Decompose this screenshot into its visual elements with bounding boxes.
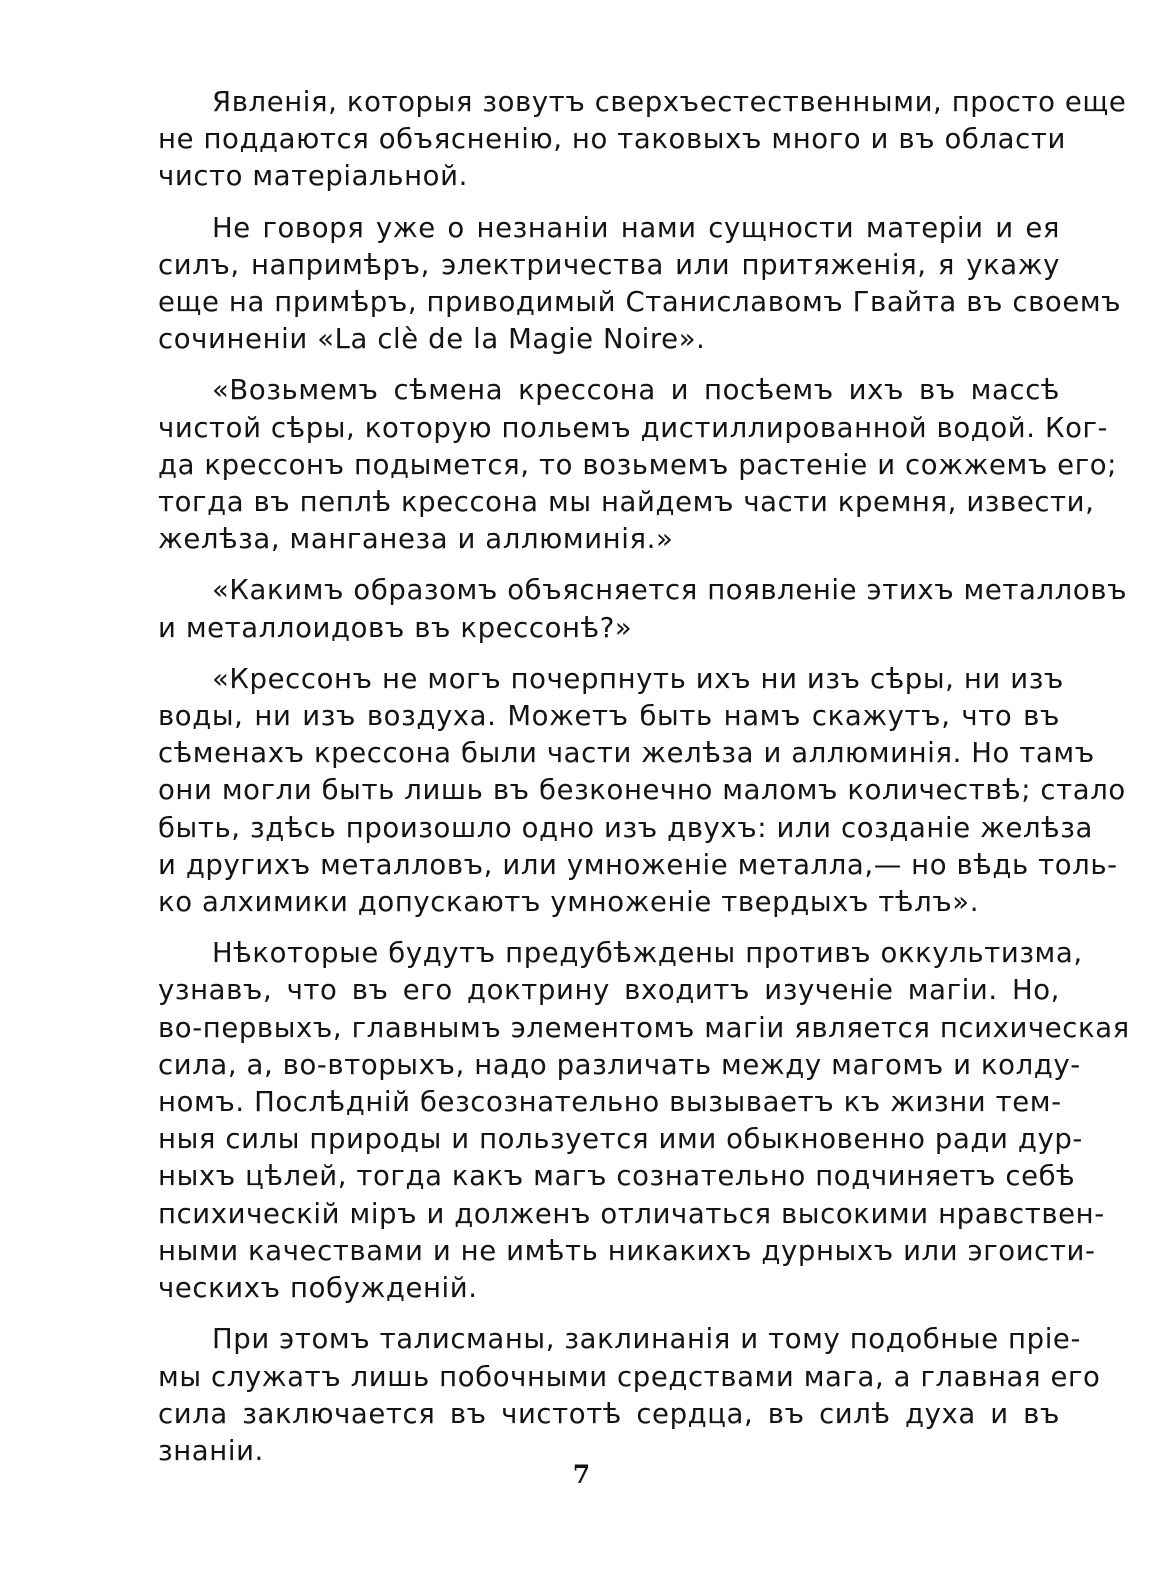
text-line: Нѣкоторые будутъ предубѣждены противъ оккультизма, [212,937,1083,970]
paragraph-5-quote [158,661,1126,921]
paragraph-3-quote [158,372,1118,558]
text-line: они могли быть лишь въ безконечно маломъ количествѣ; стало [158,774,1126,807]
text-line: ныхъ цѣлей, тогда какъ магъ сознательно подчиняетъ себѣ [158,1160,1076,1193]
text-line: мы служатъ лишь побочными средствами мага, а главная его [158,1360,1101,1393]
text-line: и другихъ металловъ, или умноженіе металла,— но вѣдь толь- [158,848,1118,881]
text-line: Явленія, которыя зовутъ сверхъестественными, просто еще [212,86,1127,118]
text-line: сила, а, во-вторыхъ, надо различать между магомъ и колду- [158,1048,1081,1081]
text-line: «Какимъ образомъ объясняется появленіе этихъ металловъ [212,574,1128,607]
text-line: ныя силы природы и пользуется ими обыкновенно ради дур- [158,1123,1083,1156]
text-line: силъ, напримѣръ, электричества или притяженія, я укажу [158,248,1060,281]
text-line: При этомъ талисманы, заклинанія и тому подобные пріе- [212,1323,1081,1356]
paragraph-7 [158,1321,1101,1470]
text-line: еще на примѣръ, приводимый Станиславомъ Гвайта въ своемъ [158,286,1122,319]
text-line: номъ. Послѣдній безсознательно вызываетъ къ жизни тем- [158,1086,1062,1119]
text-line: чисто матеріальной. [158,160,468,193]
text-line: сила заключается въ чистотѣ сердца, въ силѣ духа и въ [158,1397,1060,1430]
text-line: знаніи. [158,1434,264,1467]
text-line: тогда въ пеплѣ крессона мы найдемъ части кремня, извести, [158,486,1095,519]
text-line: «Возьмемъ сѣмена крессона и посѣемъ ихъ въ массѣ [212,374,1060,407]
text-line: во-первыхъ, главнымъ элементомъ магіи является психическая [158,1011,1130,1044]
paragraph-6 [158,935,1130,1307]
text-line: сочиненіи «La clè de la Magie Noire». [158,323,706,356]
text-line: ными качествами и не имѣть никакихъ дурныхъ или эгоисти- [158,1234,1096,1267]
paragraph-2 [158,210,1122,359]
text-line: ко алхимики допускаютъ умноженіе твердыхъ тѣлъ». [158,886,980,919]
text-line: Не говоря уже о незнаніи нами сущности матеріи и ея [212,211,1060,244]
text-line: чистой сѣры, которую польемъ дистиллированной водой. Ког- [158,411,1109,444]
text-line: быть, здѣсь произошло одно изъ двухъ: или созданіе желѣза [158,811,1093,844]
text-line: не поддаются объясненію, но таковыхъ много и въ области [158,123,1066,156]
text-line: желѣза, манганеза и аллюминія.» [158,523,674,556]
text-line: ческихъ побужденій. [158,1272,478,1305]
page-body-text [158,84,1130,1484]
text-line: да крессонъ подымется, то возьмемъ растеніе и сожжемъ его; [158,448,1118,481]
text-line: воды, ни изъ воздуха. Можетъ быть намъ скажутъ, что въ [158,700,1060,733]
text-line: психическій міръ и долженъ отличаться высокими нравствен- [158,1197,1105,1230]
page-number: 7 [572,1460,591,1489]
text-line: и металлоидовъ въ крессонѣ?» [158,611,633,644]
text-line: сѣменахъ крессона были части желѣза и аллюминія. Но тамъ [158,737,1095,770]
text-line: узнавъ, что въ его доктрину входитъ изученіе магіи. Но, [158,974,1060,1007]
text-line: «Крессонъ не могъ почерпнуть ихъ ни изъ сѣры, ни изъ [212,662,1064,695]
paragraph-4-quote [158,572,1128,646]
paragraph-1 [158,84,1127,196]
